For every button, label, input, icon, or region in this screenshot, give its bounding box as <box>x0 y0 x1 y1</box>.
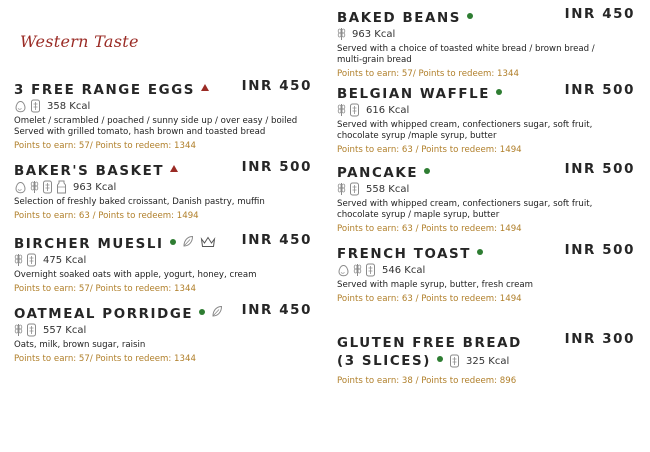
menu-item <box>14 79 312 152</box>
loyalty-points: Points to earn: 63 / Points to redeem: 1494 <box>337 145 522 155</box>
item-kcal: 963 Kcal <box>352 28 396 40</box>
gluten-icon <box>14 253 23 267</box>
description-line: Oats, milk, brown sugar, raisin <box>14 340 146 350</box>
loyalty-points: Points to earn: 57/ Points to redeem: 1344 <box>14 354 196 364</box>
diet-icons <box>14 180 67 194</box>
non-veg-indicator-icon <box>201 84 209 91</box>
veg-indicator-icon <box>170 239 176 245</box>
item-nutrition <box>337 26 635 42</box>
veg-indicator-icon <box>477 249 483 255</box>
item-price: INR 450 <box>564 7 635 22</box>
item-description <box>14 197 312 208</box>
gluten-icon <box>337 27 346 41</box>
leaf-icon <box>211 305 223 318</box>
item-name-line2: (3 SLICES) <box>337 353 431 369</box>
item-nutrition <box>14 98 312 114</box>
item-name: GLUTEN FREE BREAD <box>337 336 522 351</box>
loyalty-points: Points to earn: 38 / Points to redeem: 896 <box>337 376 517 386</box>
item-name: BELGIAN WAFFLE <box>337 87 490 102</box>
item-kcal: 963 Kcal <box>73 181 117 193</box>
description-line: multi-grain bread <box>337 55 412 65</box>
wheat-icon <box>26 253 37 267</box>
wheat-icon <box>26 323 37 337</box>
item-header <box>337 162 635 180</box>
gluten-icon <box>337 103 346 117</box>
diet-icons <box>14 323 37 337</box>
item-price: INR 500 <box>564 162 635 177</box>
item-name: BAKED BEANS <box>337 11 462 26</box>
item-kcal: 558 Kcal <box>366 183 410 195</box>
wheat-icon <box>449 354 460 368</box>
loyalty-points: Points to earn: 63 / Points to redeem: 1494 <box>14 211 199 221</box>
menu-item <box>14 303 312 365</box>
item-description <box>337 280 635 291</box>
wheat-icon <box>42 180 53 194</box>
item-price: INR 300 <box>564 332 635 347</box>
description-line: Served with whipped cream, confectioners sugar, soft fruit, <box>337 199 593 209</box>
description-line: Omelet / scrambled / poached / sunny side up / over easy / boiled <box>14 116 298 126</box>
item-nutrition <box>14 322 312 338</box>
item-price: INR 450 <box>241 233 312 248</box>
menu-item <box>14 233 312 295</box>
item-header <box>337 243 635 261</box>
menu-item <box>14 160 312 222</box>
item-kcal: 616 Kcal <box>366 104 410 116</box>
item-price: INR 500 <box>564 243 635 258</box>
gluten-icon <box>30 180 39 194</box>
item-name: BAKER'S BASKET <box>14 164 165 179</box>
item-nutrition <box>14 252 312 268</box>
item-header <box>337 332 635 350</box>
veg-indicator-icon <box>199 309 205 315</box>
description-line: Served with whipped cream, confectioners sugar, soft fruit, <box>337 120 593 130</box>
diet-icons <box>449 354 460 368</box>
gluten-icon <box>14 323 23 337</box>
item-price: INR 500 <box>241 160 312 175</box>
gluten-icon <box>337 182 346 196</box>
description-line: Served with grilled tomato, hash brown and toasted bread <box>14 127 266 137</box>
item-description <box>337 199 635 221</box>
veg-indicator-icon <box>467 13 473 19</box>
item-nutrition <box>337 262 635 278</box>
diet-icons <box>14 99 41 113</box>
item-description <box>14 116 312 138</box>
item-nutrition <box>337 181 635 197</box>
item-kcal: 358 Kcal <box>47 100 91 112</box>
non-veg-indicator-icon <box>170 165 178 172</box>
leaf-icon <box>182 235 194 248</box>
wheat-icon <box>349 182 360 196</box>
item-kcal: 325 Kcal <box>466 355 510 367</box>
egg-icon <box>14 100 27 113</box>
item-name: 3 FREE RANGE EGGS <box>14 83 196 98</box>
menu-item <box>337 243 635 305</box>
item-kcal: 546 Kcal <box>382 264 426 276</box>
item-nutrition <box>14 179 312 195</box>
wheat-icon <box>30 99 41 113</box>
diet-icons <box>337 27 346 41</box>
item-header <box>14 303 312 321</box>
item-name: FRENCH TOAST <box>337 247 472 262</box>
item-price: INR 500 <box>564 83 635 98</box>
menu-item <box>337 83 635 156</box>
gluten-icon <box>353 263 362 277</box>
diet-icons <box>337 263 376 277</box>
item-name: BIRCHER MUESLI <box>14 237 164 252</box>
description-line: chocolate syrup / maple syrup, butter <box>337 210 500 220</box>
diet-icons <box>14 253 37 267</box>
menu-item <box>337 332 635 387</box>
egg-icon <box>14 181 27 194</box>
loyalty-points: Points to earn: 63 / Points to redeem: 1494 <box>337 294 522 304</box>
item-nutrition <box>337 102 635 118</box>
description-line: Served with a choice of toasted white bread / brown bread / <box>337 44 595 54</box>
description-line: Served with maple syrup, butter, fresh cream <box>337 280 533 290</box>
loyalty-points: Points to earn: 57/ Points to redeem: 1344 <box>14 284 196 294</box>
veg-indicator-icon <box>496 89 502 95</box>
item-kcal: 557 Kcal <box>43 324 87 336</box>
milk-icon <box>56 180 67 194</box>
item-header <box>14 233 312 251</box>
item-header <box>14 160 312 178</box>
item-description <box>337 44 635 66</box>
item-kcal: 475 Kcal <box>43 254 87 266</box>
menu-item <box>337 162 635 235</box>
loyalty-points: Points to earn: 63 / Points to redeem: 1494 <box>337 224 522 234</box>
loyalty-points: Points to earn: 57/ Points to redeem: 1344 <box>14 141 196 151</box>
wheat-icon <box>365 263 376 277</box>
item-price: INR 450 <box>241 303 312 318</box>
item-header <box>337 83 635 101</box>
diet-icons <box>337 182 360 196</box>
item-description <box>337 120 635 142</box>
item-header <box>337 7 635 25</box>
description-line: chocolate syrup /maple syrup, butter <box>337 131 497 141</box>
crown-icon <box>200 236 216 248</box>
item-name: OATMEAL PORRIDGE <box>14 307 194 322</box>
item-header <box>14 79 312 97</box>
menu-item <box>337 7 635 80</box>
item-description <box>14 340 312 351</box>
section-title: Western Taste <box>20 32 139 51</box>
item-header-line2 <box>337 352 635 370</box>
loyalty-points: Points to earn: 57/ Points to redeem: 1344 <box>337 69 519 79</box>
description-line: Selection of freshly baked croissant, Danish pastry, muffin <box>14 197 265 207</box>
diet-icons <box>337 103 360 117</box>
item-description <box>14 270 312 281</box>
item-name: PANCAKE <box>337 166 419 181</box>
veg-indicator-icon <box>437 356 443 362</box>
wheat-icon <box>349 103 360 117</box>
description-line: Overnight soaked oats with apple, yogurt, honey, cream <box>14 270 257 280</box>
egg-icon <box>337 264 350 277</box>
veg-indicator-icon <box>424 168 430 174</box>
item-price: INR 450 <box>241 79 312 94</box>
